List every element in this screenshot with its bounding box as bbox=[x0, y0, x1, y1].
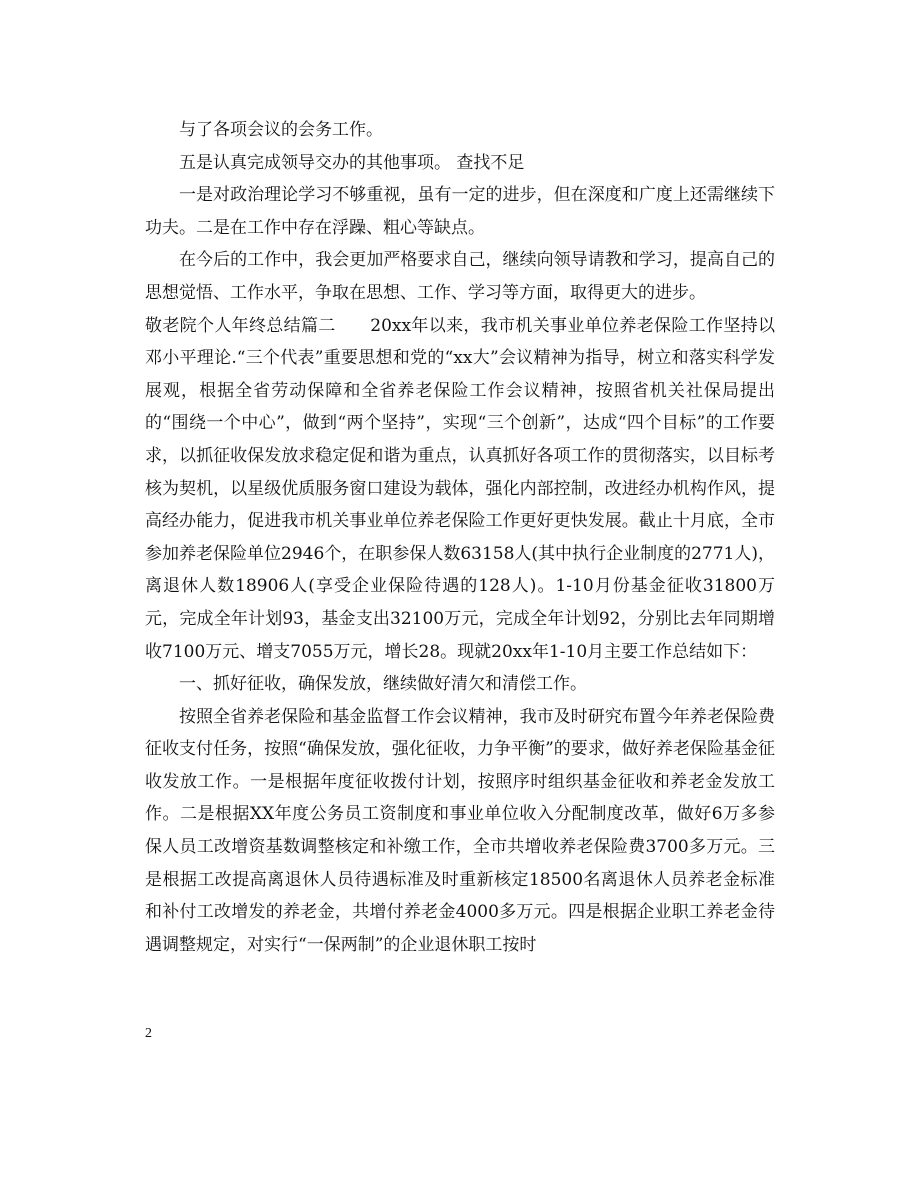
paragraph-2: 五是认真完成领导交办的其他事项。 查找不足 bbox=[179, 152, 525, 173]
paragraph-1: 与了各项会议的会务工作。 bbox=[179, 120, 383, 140]
paragraph-3: 一是对政治理论学习不够重视，虽有一定的进步，但在深度和广度上还需继续下功夫。二是在工作中存在浮躁、粗心等缺点。 bbox=[145, 185, 775, 238]
paragraph-5: 敬老院个人年终总结篇二 20xx年以来，我市机关事业单位养老保险工作坚持以邓小平理论.“三个代表”重要思想和党的“xx大”会议精神为指导，树立和落实科学发展观，根据全省劳动保障和全省养老保险工作会议精神，按照省机关社保局提出的“围绕一个中心”，做到“两个坚持”，实现“三个创新”，达成“四个目标”的工作要求，以抓征收保发放求稳定促和谐为重点，认真抓好各项工作的贯彻落实，以目标考核为契机，以星级优质服务窗口建设为载体，强化内部控制，改进经办机构作风，提高经办能力，促进我市机关事业单位养老保险工作更好更快发展。截止十月底，全市参加养老保险单位2946个，在职参保人数63158人(其中执行企业制度的2771人)，离退休人数18906人(享受企业保险待遇的128人)。1-10月份基金征收31800万元，完成全年计划93，基金支出32100万元，完成全年计划92，分别比去年同期增收7100万元、增支7055万元，增长28。现就20xx年1-10月主要工作总结如下： bbox=[145, 315, 775, 662]
document-body bbox=[145, 114, 775, 961]
page-number: 2 bbox=[145, 1026, 152, 1041]
paragraph-4: 在今后的工作中，我会更加严格要求自己，继续向领导请教和学习，提高自己的思想觉悟、工作水平，争取在思想、工作、学习等方面，取得更大的进步。 bbox=[145, 250, 775, 303]
paragraph-6: 一、抓好征收，确保发放，继续做好清欠和清偿工作。 bbox=[179, 674, 587, 695]
paragraph-7: 按照全省养老保险和基金监督工作会议精神，我市及时研究布置今年养老保险费征收支付任务，按照“确保发放，强化征收，力争平衡”的要求，做好养老保险基金征收发放工作。一是根据年度征收拨付计划，按照序时组织基金征收和养老金发放工作。二是根据XX年度公务员工资制度和事业单位收入分配制度改革，做好6万多参保人员工改增资基数调整核定和补缴工作，全市共增收养老保险费3700多万元。三是根据工改提高离退休人员待遇标准及时重新核定18500名离退休人员养老金标准和补付工改增发的养老金，共增付养老金4000多万元。四是根据企业职工养老金待遇调整规定，对实行“一保两制”的企业退休职工按时 bbox=[145, 706, 775, 955]
